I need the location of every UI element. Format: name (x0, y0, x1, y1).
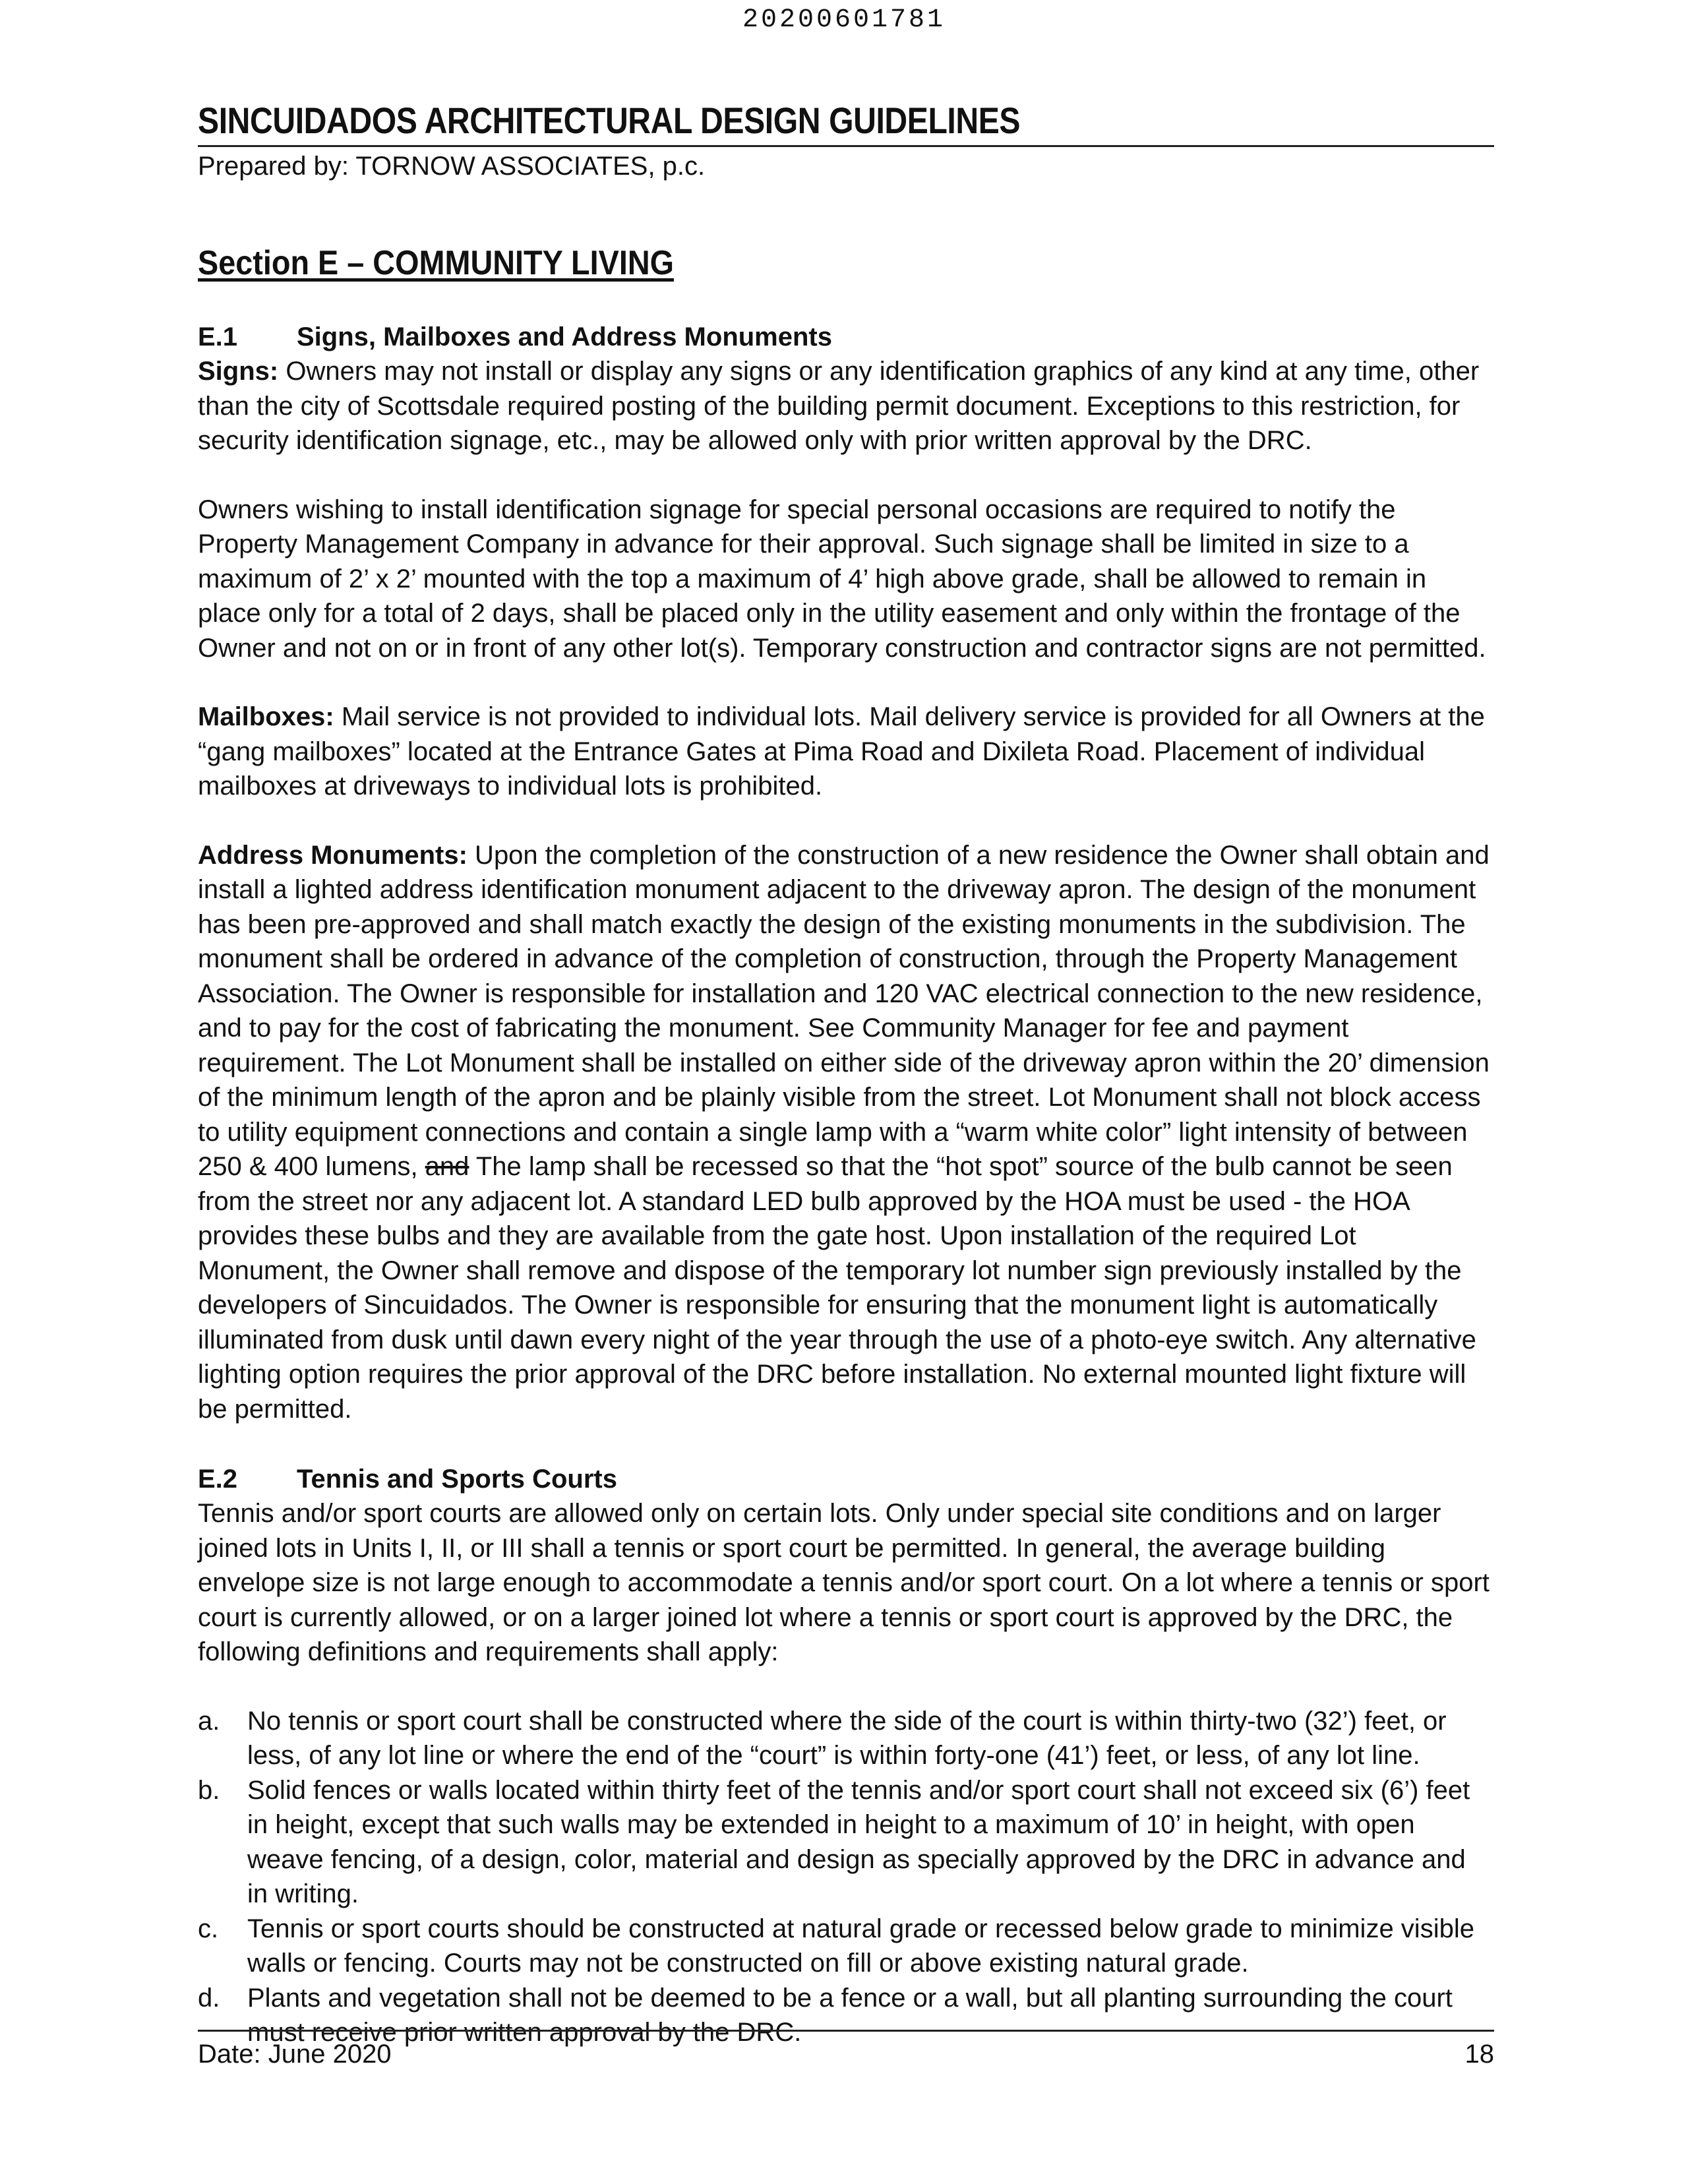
list-marker: c. (198, 1914, 219, 1943)
list-item-text: No tennis or sport court shall be constructed where the side of the court is within thirty-two (32’) feet, or less, of any lot line or where the end of the “court” is within forty-one (41’) feet, or less, of any lot line. (247, 1706, 1447, 1770)
header-rule (198, 145, 1494, 147)
signs-text: Owners may not install or display any signs or any identification graphics of any kind at any time, other than the city of Scottsdale required posting of the building permit document. Exceptions to this restriction, for security identification signage, etc., may be allowed only with prior written approval by the DRC. (198, 357, 1480, 455)
list-item (198, 1773, 1490, 1912)
list-marker: a. (198, 1706, 220, 1736)
subsection-number: E.2 (198, 1465, 238, 1494)
list-marker: d. (198, 1983, 220, 2013)
page-number: 18 (1464, 2040, 1494, 2069)
subsection-title: Signs, Mailboxes and Address Monuments (297, 322, 832, 351)
footer-rule (198, 2030, 1494, 2032)
mailboxes-text: Mail service is not provided to individual lots. Mail delivery service is provided for all Owners at the “gang mailboxes” located at the Entrance Gates at Pima Road and Dixileta Road. Placement of individual mailboxes at driveways to individual lots is prohibited. (198, 702, 1485, 801)
subsection-heading-e1 (198, 320, 1490, 354)
mailboxes-paragraph (198, 700, 1490, 804)
signs-label: Signs: (198, 357, 279, 386)
footer-date: Date: June 2020 (198, 2040, 392, 2069)
list-item-text: Solid fences or walls located within thirty feet of the tennis and/or sport court shall not exceed six (6’) feet in height, except that such walls may be extended in height to a maximum of 10’ in height, with open weave fencing, of a design, color, material and design as specially approved by the DRC in advance and in writing. (247, 1775, 1470, 1908)
address-monuments-text-1: Upon the completion of the construction of a new residence the Owner shall obtain and install a lighted address identification monument adjacent to the driveway apron. The design of the monument has been pre-approved and shall match exactly the design of the existing monuments in the subdivision. The monument shall be ordered in advance of the completion of construction, through the Property Management Association. The Owner is responsible for installation and 120 VAC electrical connection to the new residence, and to pay for the cost of fabricating the monument. See Community Manager for fee and payment requirement. The Lot Monument shall be installed on either side of the driveway apron within the 20’ dimension of the minimum length of the apron and be plainly visible from the street. Lot Monument shall not block access to utility equipment connections and contain a single lamp with a “warm white color” light intensity of between 250 & 400 lumens, (198, 840, 1490, 1181)
address-monuments-text-2: The lamp shall be recessed so that the “hot spot” source of the bulb cannot be seen from the street nor any adjacent lot. A standard LED bulb approved by the HOA must be used - the HOA provides these bulbs and they are available from the gate host. Upon installation of the required Lot Monument, the Owner shall remove and dispose of the temporary lot number sign previously installed by the developers of Sincuidados. The Owner is responsible for ensuring that the monument light is automatically illuminated from dusk until dawn every night of the year through the use of a photo-eye switch. Any alternative lighting option requires the prior approval of the DRC before installation. No external mounted light fixture will be permitted. (198, 1152, 1476, 1424)
address-monuments-paragraph (198, 838, 1490, 1427)
struck-word: and (425, 1152, 469, 1181)
subsection-heading-e2 (198, 1462, 1490, 1496)
list-item (198, 1981, 1490, 2050)
page-body (198, 99, 1490, 2061)
mailboxes-label: Mailboxes: (198, 702, 334, 731)
signs-paragraph (198, 354, 1490, 458)
address-monuments-label: Address Monuments: (198, 840, 467, 870)
owners-signage-paragraph: Owners wishing to install identification signage for special personal occasions are required to notify the Property Management Company in advance for their approval. Such signage shall be limited in size to a maximum of 2’ x 2’ mounted with the top a maximum of 4’ high above grade, shall be allowed to remain in place only for a total of 2 days, shall be placed only in the utility easement and only within the frontage of the Owner and not on or in front of any other lot(s). Temporary construction and contractor signs are not permitted. (198, 495, 1486, 663)
subsection-title: Tennis and Sports Courts (297, 1465, 617, 1494)
list-item-text: Plants and vegetation shall not be deemed to be a fence or a wall, but all planting surrounding the court must receive prior written approval by the DRC. (247, 1983, 1453, 2047)
tennis-intro-paragraph: Tennis and/or sport courts are allowed only on certain lots. Only under special site conditions and on larger joined lots in Units I, II, or III shall a tennis or sport court be permitted. In general, the average building envelope size is not large enough to accommodate a tennis and/or sport court. On a lot where a tennis or sport court is currently allowed, or on a larger joined lot where a tennis or sport court is approved by the DRC, the following definitions and requirements shall apply: (198, 1499, 1490, 1666)
list-marker: b. (198, 1775, 220, 1805)
section-heading: Section E – COMMUNITY LIVING (198, 244, 675, 282)
list-item (198, 1912, 1490, 1981)
document-title: SINCUIDADOS ARCHITECTURAL DESIGN GUIDELINES (198, 100, 1021, 141)
list-item-text: Tennis or sport courts should be constructed at natural grade or recessed below grade to minimize visible walls or fencing. Courts may not be constructed on fill or above existing natural grade. (247, 1914, 1474, 1978)
prepared-by: Prepared by: TORNOW ASSOCIATES, p.c. (198, 152, 706, 181)
tennis-requirements-list (198, 1704, 1490, 2050)
document-recording-number: 20200601781 (742, 5, 946, 35)
list-item (198, 1704, 1490, 1773)
subsection-number: E.1 (198, 322, 238, 351)
